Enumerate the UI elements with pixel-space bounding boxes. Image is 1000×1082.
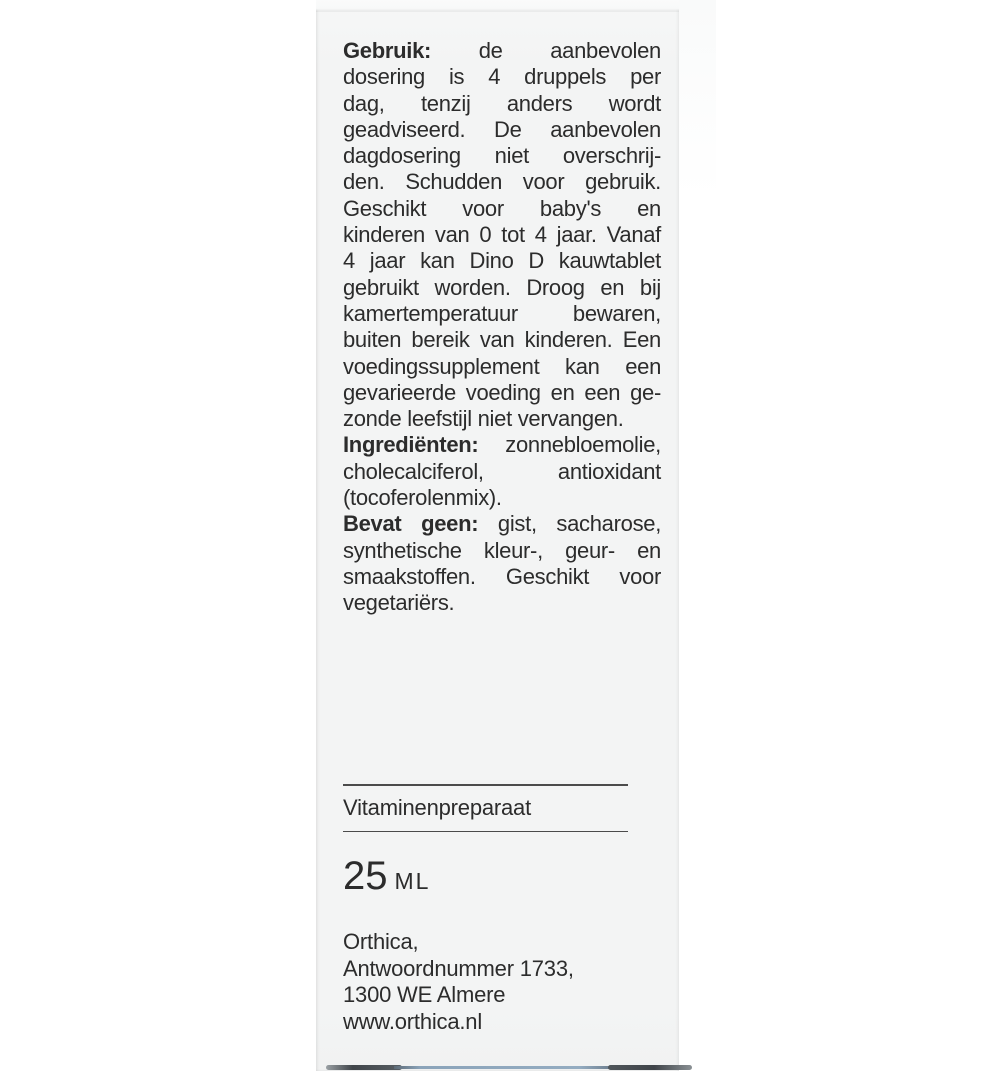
package-bottom-edge (322, 1062, 692, 1072)
package-side-flap-highlight (679, 0, 716, 200)
usage-ingredients-text: Gebruik: de aanbevolen dosering is 4 druppels per dag, tenzij anders wordt geadviseerd. De aanbevolen dagdosering niet overschrij- den. Schudden voor gebruik. Geschikt voor baby's en kinderen van 0 tot 4 jaar. Vanaf 4 jaar kan Dino D kauwtablet gebruikt worden. Droog en bij kamertemperatuur bewaren, buiten bereik van kinderen. Een voedingssupplement kan een gevarieerde voeding en een ge- zonde leefstijl niet vervangen. Ingrediënten: zonnebloemolie, cholecalciferol, antioxidant (tocoferolenmix). Bevat geen: gist, sacharose, synthetische kleur-, geur- en smaakstoffen. Geschikt voor vegetariërs. (343, 38, 662, 616)
category-block (343, 784, 628, 832)
package-top-edge (316, 0, 679, 12)
bottom-edge-right-shadow (608, 1065, 692, 1070)
bottom-edge-blue-line (394, 1066, 612, 1069)
package-front-panel (316, 0, 679, 1071)
volume (343, 856, 430, 905)
manufacturer-address: Orthica, Antwoordnummer 1733, 1300 WE Almere www.orthica.nl (343, 929, 574, 1034)
category-label: Vitaminenpreparaat (343, 795, 532, 820)
volume-unit: ML (394, 868, 431, 894)
label-text-column (343, 38, 662, 1034)
bottom-edge-left-shadow (326, 1065, 402, 1070)
volume-number: 25 (343, 854, 388, 898)
divider-bottom (343, 831, 628, 833)
